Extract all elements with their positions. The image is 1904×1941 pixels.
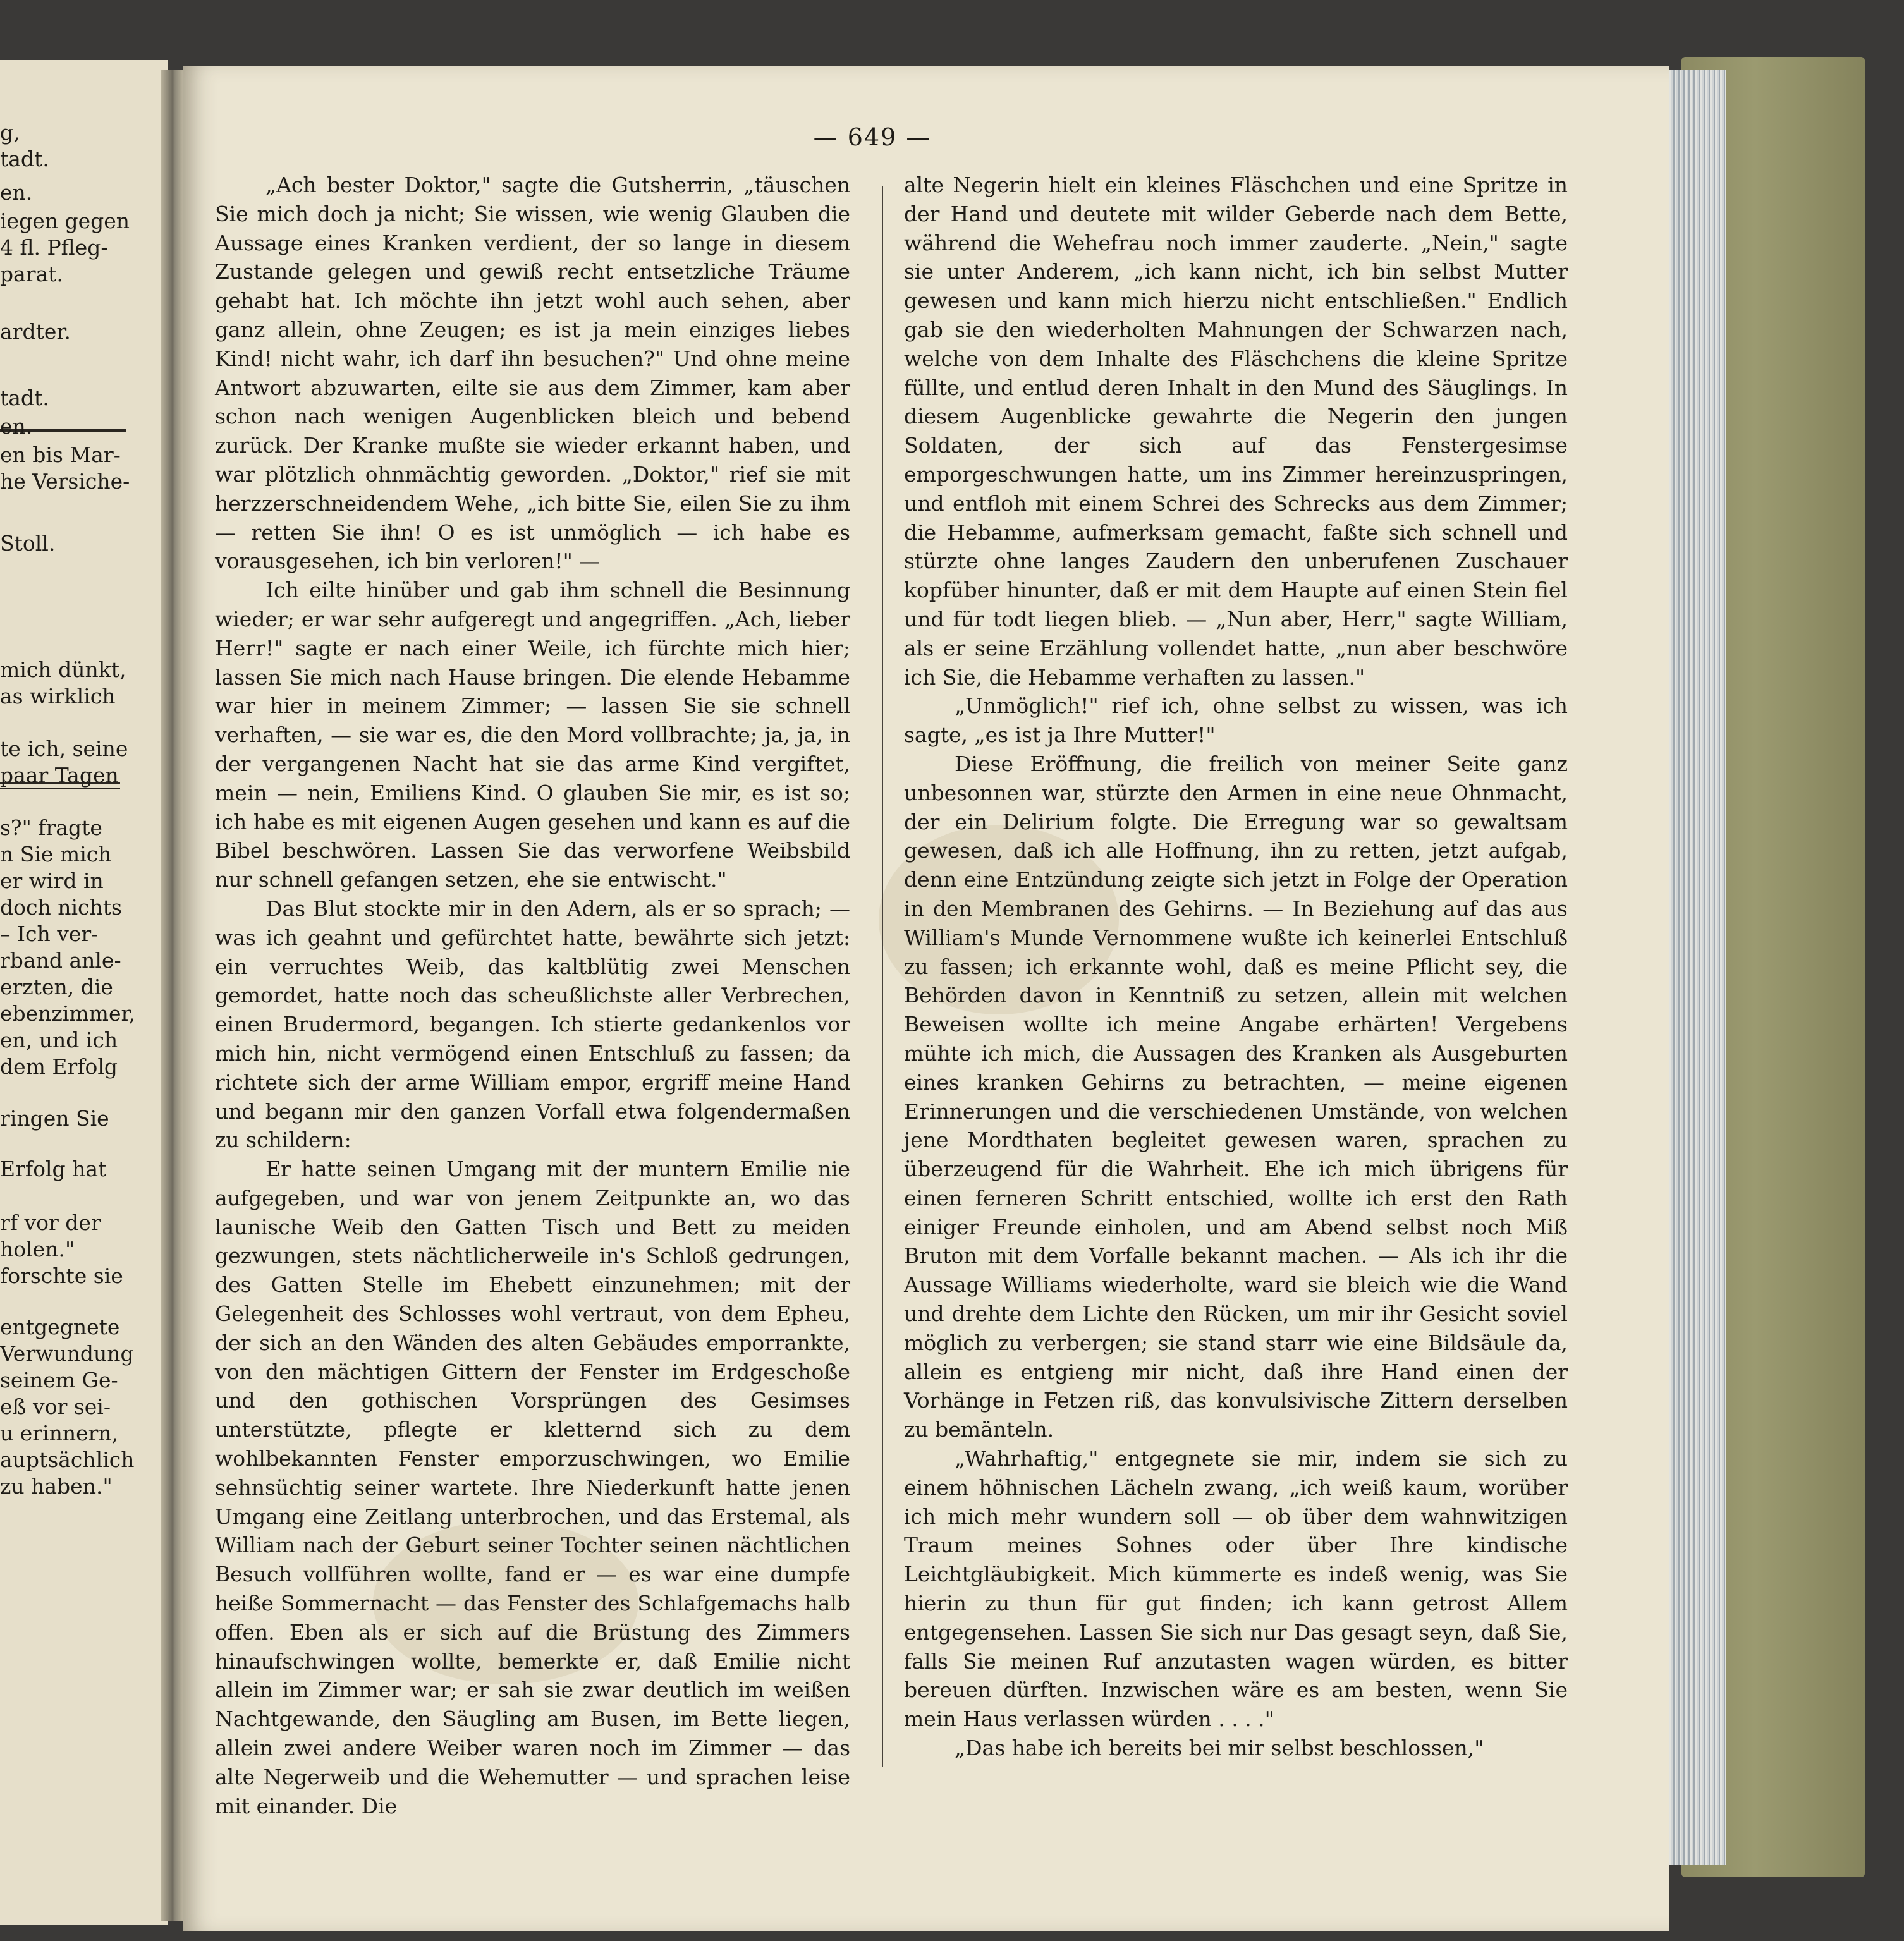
left-page-text-fragment: en, und ich — [0, 1028, 118, 1052]
left-page-text-fragment: er wird in — [0, 868, 104, 893]
left-page-text-fragment: iegen gegen — [0, 209, 130, 233]
left-page-text-fragment: auptsächlich — [0, 1447, 135, 1472]
text-column-left — [215, 171, 850, 1820]
paragraph: Diese Eröffnung, die freilich von meiner Seite ganz unbesonnen war, stürzte den Armen in eine neue Ohnmacht, der ein Delirium folgte. Die Erregung war so gewaltsam gewesen, daß ich alle Hoffnung, ihn zu retten, jetzt aufgab, denn eine Entzündung zeigte sich jetzt in Folge der Operation in den Membranen des Gehirns. — In Beziehung auf das aus William's Munde Vernommene wußte ich keinerlei Entschluß zu fassen; ich erkannte wohl, daß es meine Pflicht sey, die Behörden davon in Kenntniß zu setzen, allein mit welchen Beweisen wollte ich meine Angabe erhärten! Vergebens mühte ich mich, die Aussagen des Kranken als Ausgeburten eines kranken Gehirns zu betrachten, — meine eigenen Erinnerungen und die verschiedenen Umstände, von welchen jene Mordthaten begleitet gewesen waren, sprachen zu überzeugend für die Wahrheit. Ehe ich mich übrigens für einen ferneren Schritt entschied, wollte ich erst den Rath einiger Freunde einholen, und am Abend selbst noch Miß Bruton mit dem Vorfalle bekannt machen. — Als ich ihr die Aussage Williams wiederholte, ward sie bleich wie die Wand und drehte dem Lichte den Rücken, um mir ihr Gesicht soviel möglich zu verbergen; sie stand starr wie eine Bildsäule da, allein es entgieng mir nicht, daß ihre Hand einen der Vorhänge in Fetzen riß, das konvulsivische Zittern derselben zu bemänteln. — [904, 751, 1568, 1442]
left-page-text-fragment: doch nichts — [0, 895, 122, 920]
left-page-text-fragment: forschte sie — [0, 1263, 123, 1288]
text-column-right — [904, 171, 1568, 1763]
left-page-text-fragment: zu haben." — [0, 1474, 113, 1499]
paragraph: Ich eilte hinüber und gab ihm schnell die Besinnung wieder; er war sehr aufgeregt und angegriffen. „Ach, lieber Herr!" sagte er nach einer Weile, ich fürchte mich hier; lassen Sie mich nach Hause bringen. Die elende Hebamme war hier in meinem Zimmer; — lassen Sie sie schnell verhaften, — sie war es, die den Mord vollbrachte; ja, ja, in der vergangenen Nacht hat sie das arme Kind vergiftet, mein — nein, Emiliens Kind. O glauben Sie mir, es ist so; ich habe es mit eigenen Augen gesehen und kann es auf die Bibel beschwören. Lassen Sie das verworfene Weibsbild nur schnell gefangen setzen, ehe sie entwischt." — [215, 578, 850, 892]
left-page-text-fragment: entgegnete — [0, 1315, 120, 1339]
paragraph: „Unmöglich!" rief ich, ohne selbst zu wissen, was ich sagte, „es ist ja Ihre Mutter!" — [904, 693, 1568, 748]
left-page-text-fragment: Verwundung — [0, 1341, 134, 1366]
left-page-text-fragment: tadt. — [0, 147, 49, 171]
left-page-text-fragment: eß vor sei- — [0, 1394, 111, 1419]
left-page-text-fragment: erzten, die — [0, 975, 113, 999]
left-page-text-fragment: ringen Sie — [0, 1106, 109, 1131]
left-page-text-fragment: dem Erfolg — [0, 1054, 118, 1079]
paragraph: „Wahrhaftig," entgegnete sie mir, indem sie sich zu einem höhnischen Lächeln zwang, „ich weiß kaum, worüber ich mich mehr wundern soll — ob über dem wahnwitzigen Traum meines Sohnes oder über Ihre kindische Leichtgläubigkeit. Mich kümmerte es indeß wenig, was Sie hierin zu thun für gut finden; ich kann getrost Allem entgegensehen. Lassen Sie sich nur Das gesagt seyn, daß Sie, falls Sie meinen Ruf anzutasten wagen würden, es bitter bereuen dürften. Inzwischen wäre es am besten, wenn Sie mein Haus verlassen würden . . . ." — [904, 1446, 1568, 1732]
left-page-text-fragment: en. — [0, 180, 33, 205]
left-page-text-fragment: he Versiche- — [0, 469, 130, 494]
paragraph: „Das habe ich bereits bei mir selbst beschlossen," — [955, 1736, 1484, 1761]
left-page-text-fragment: te ich, seine — [0, 736, 128, 761]
left-page-text-fragment: Stoll. — [0, 531, 56, 556]
left-page-text-fragment: parat. — [0, 262, 63, 286]
left-page-text-fragment: ebenzimmer, — [0, 1001, 136, 1026]
left-page-text-fragment: seinem Ge- — [0, 1368, 118, 1392]
paragraph: „Ach bester Doktor," sagte die Gutsherrin, „täuschen Sie mich doch ja nicht; Sie wissen, wie wenig Glauben die Aussage eines Kranken verdient, der so lange in diesem Zustande gelegen und gewiß recht entsetzliche Träume gehabt hat. Ich möchte ihn jetzt wohl auch sehen, aber ganz allein, ohne Zeugen; es ist ja mein einziges liebes Kind! nicht wahr, ich darf ihn besuchen?" Und ohne meine Antwort abzuwarten, eilte sie aus dem Zimmer, kam aber schon nach wenigen Augenblicken bleich und bebend zurück. Der Kranke mußte sie wieder erkannt haben, und war plötzlich ohnmächtig geworden. „Doktor," rief sie mit herzzerschneidendem Wehe, „ich bitte Sie, eilen Sie zu ihm — retten Sie ihn! O es ist unmöglich — ich habe es vorausgesehen, ich bin verloren!" — — [215, 173, 850, 574]
left-page — [0, 60, 168, 1925]
paragraph: Er hatte seinen Umgang mit der muntern Emilie nie aufgegeben, und war von jenem Zeitpunkte an, wo das launische Weib den Gatten Tisch und Bett zu meiden gezwungen, stets nächtlicherweile in's Schloß gedrungen, des Gatten Stelle im Ehebett einzunehmen; mit der Gelegenheit des Schlosses wohl vertraut, von dem Epheu, der sich an den Wänden des alten Gebäudes emporrankte, von den mächtigen Gittern der Fenster im Erdgeschoße und den gothischen Vorsprüngen des Gesimses unterstützte, pflegte er kletternd sich zu dem wohlbekannten Fenster emporzuschwingen, wo Emilie sehnsüchtig seiner wartete. Ihre Niederkunft hatte jenen Umgang eine Zeitlang unterbrochen, und das Erstemal, als William nach der Geburt seiner Tochter seinen nächtlichen Besuch vollführen wollte, fand er — es war eine dumpfe heiße Sommernacht — das Fenster des Schlafgemachs halb offen. Eben als er sich auf die Brüstung des Zimmers hinaufschwingen wollte, bemerkte er, daß Emilie nicht allein im Zimmer war; er sah sie zwar deutlich im weißen Nachtgewande, den Säugling am Busen, im Bette liegen, allein zwei andere Weiber waren noch im Zimmer — das alte Negerweib und die Wehemutter — und sprachen leise mit einander. Die — [215, 1157, 850, 1818]
left-page-text-fragment: paar Tagen — [0, 763, 119, 788]
left-page-text-fragment: g, — [0, 120, 20, 145]
left-page-text-fragment: as wirklich — [0, 684, 116, 709]
left-page-text-fragment: ardter. — [0, 319, 71, 344]
left-page-text-fragment: tadt. — [0, 386, 49, 410]
left-page-text-fragment: s?" fragte — [0, 815, 102, 840]
left-page-text-fragment: holen." — [0, 1237, 75, 1262]
left-page-text-fragment: – Ich ver- — [0, 922, 99, 946]
left-page-text-fragment: rf vor der — [0, 1210, 101, 1235]
left-page-text-fragment: u erinnern, — [0, 1421, 119, 1445]
left-page-text-fragment: Erfolg hat — [0, 1157, 107, 1181]
left-page-text-fragment: rband anle- — [0, 948, 121, 973]
left-page-text-fragment: en bis Mar- — [0, 442, 121, 467]
left-page-text-fragment: en. — [0, 414, 33, 439]
left-page-text-fragment: 4 fl. Pfleg- — [0, 235, 108, 260]
left-page-text-fragment: n Sie mich — [0, 842, 112, 867]
paragraph: alte Negerin hielt ein kleines Fläschchen und eine Spritze in der Hand und deutete mit wilder Geberde nach dem Bette, während die Wehefrau noch immer zauderte. „Nein," sagte sie unter Anderem, „ich kann nicht, ich bin selbst Mutter gewesen und kann mich hierzu nicht entschließen." Endlich gab sie den wiederholten Mahnungen der Schwarzen nach, welche von dem Inhalte des Fläschchens die kleine Spritze füllte, und entlud deren Inhalt in den Mund des Säuglings. In diesem Augenblicke gewahrte die Negerin den jungen Soldaten, der sich auf das Fenstergesimse emporgeschwungen hatte, um ins Zimmer hereinzuspringen, und entfloh mit einem Schrei des Schrecks aus dem Zimmer; die Hebamme, aufmerksam gemacht, faßte sich schnell und stürzte ohne langes Zaudern den unberufenen Zuschauer kopfüber hinunter, daß er mit dem Haupte auf einen Stein fiel und für todt liegen blieb. — „Nun aber, Herr," sagte William, als er seine Erzählung vollendet hatte, „nun aber beschwöre ich Sie, die Hebamme verhaften zu lassen." — [904, 173, 1568, 690]
page-number: — 649 — — [813, 123, 932, 151]
book-gutter — [161, 70, 186, 1921]
column-divider — [882, 186, 883, 1767]
left-page-text-fragment: mich dünkt, — [0, 657, 126, 682]
paragraph: Das Blut stockte mir in den Adern, als er so sprach; — was ich geahnt und gefürchtet hatte, bewährte sich jetzt: ein verruchtes Weib, das kaltblütig zwei Menschen gemordet, hatte noch das scheußlichste aller Verbrechen, einen Brudermord, begangen. Ich stierte gedankenlos vor mich hin, nicht vermögend einen Entschluß zu fassen; da richtete sich der arme William empor, ergriff meine Hand und begann mir den ganzen Vorfall etwa folgendermaßen zu schildern: — [215, 896, 850, 1153]
